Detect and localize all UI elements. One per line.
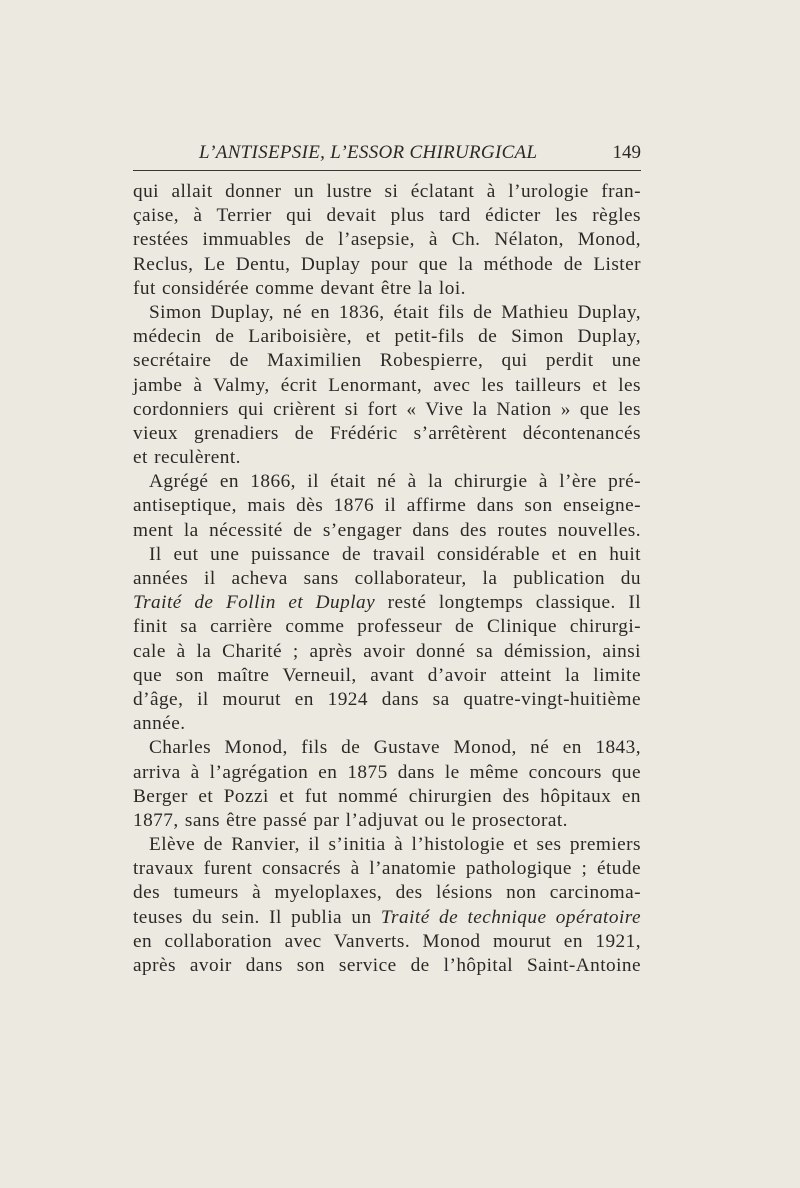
- text-line: teuses du sein. Il publia un Traité de technique opératoire: [133, 906, 641, 928]
- text-line: Simon Duplay, né en 1836, était fils de Mathieu Duplay,: [149, 301, 641, 323]
- text-line: en collaboration avec Vanverts. Monod mourut en 1921,: [133, 930, 641, 952]
- text-line: travaux furent consacrés à l’anatomie pathologique ; étude: [133, 858, 641, 880]
- text-line: années il acheva sans collaborateur, la publication du: [133, 568, 641, 589]
- text-line: vieux grenadiers de Frédéric s’arrêtèrent décontenancés: [133, 422, 641, 444]
- running-title: L’ANTISEPSIE, L’ESSOR CHIRURGICAL: [199, 142, 538, 163]
- body-text: [133, 180, 641, 978]
- text-line: fut considérée comme devant être la loi.: [133, 277, 466, 299]
- text-line: arriva à l’agrégation en 1875 dans le même concours que: [133, 761, 641, 783]
- text-line: jambe à Valmy, écrit Lenormant, avec les tailleurs et les: [133, 374, 641, 396]
- text-line: et reculèrent.: [133, 447, 241, 469]
- text-line: après avoir dans son service de l’hôpital Saint-Antoine: [133, 955, 641, 976]
- text-line: des tumeurs à myeloplaxes, des lésions non carcinoma-: [133, 882, 641, 904]
- text-line: Reclus, Le Dentu, Duplay pour que la méthode de Lister: [133, 253, 641, 275]
- text-line: çaise, à Terrier qui devait plus tard édicter les règles: [133, 205, 641, 227]
- text-line: médecin de Lariboisière, et petit-fils de Simon Duplay,: [133, 326, 641, 348]
- text-line: cale à la Charité ; après avoir donné sa démission, ainsi: [133, 640, 641, 662]
- text-line: que son maître Verneuil, avant d’avoir atteint la limite: [133, 664, 641, 686]
- text-line: Agrégé en 1866, il était né à la chirurgie à l’ère pré-: [149, 471, 641, 493]
- text-line: Charles Monod, fils de Gustave Monod, né en 1843,: [149, 737, 641, 759]
- text-line: finit sa carrière comme professeur de Clinique chirurgi-: [133, 616, 641, 638]
- text-line: d’âge, il mourut en 1924 dans sa quatre-vingt-huitième: [133, 688, 641, 710]
- text-line: Berger et Pozzi et fut nommé chirurgien des hôpitaux en: [133, 785, 641, 807]
- book-title-italic: Traité de Follin et Duplay: [133, 592, 376, 614]
- page-number: 149: [612, 142, 641, 163]
- book-title-italic: Traité de technique opératoire: [380, 906, 641, 928]
- text-line: 1877, sans être passé par l’adjuvat ou le prosectorat.: [133, 809, 568, 831]
- text-line: Elève de Ranvier, il s’initia à l’histologie et ses premiers: [149, 834, 641, 856]
- text-line: antiseptique, mais dès 1876 il affirme dans son enseigne-: [133, 495, 641, 517]
- text-line: cordonniers qui crièrent si fort « Vive la Nation » que les: [133, 398, 641, 420]
- text-line: restées immuables de l’asepsie, à Ch. Nélaton, Monod,: [133, 229, 641, 251]
- text-line: secrétaire de Maximilien Robespierre, qui perdit une: [133, 350, 641, 372]
- text-line: année.: [133, 713, 186, 735]
- text-line: Il eut une puissance de travail considérable et en huit: [149, 543, 641, 565]
- text-line: qui allait donner un lustre si éclatant à l’urologie fran-: [133, 181, 641, 202]
- page-header: [133, 140, 641, 171]
- text-line: Traité de Follin et Duplay resté longtemps classique. Il: [133, 592, 641, 614]
- text-line: ment la nécessité de s’engager dans des routes nouvelles.: [133, 519, 641, 541]
